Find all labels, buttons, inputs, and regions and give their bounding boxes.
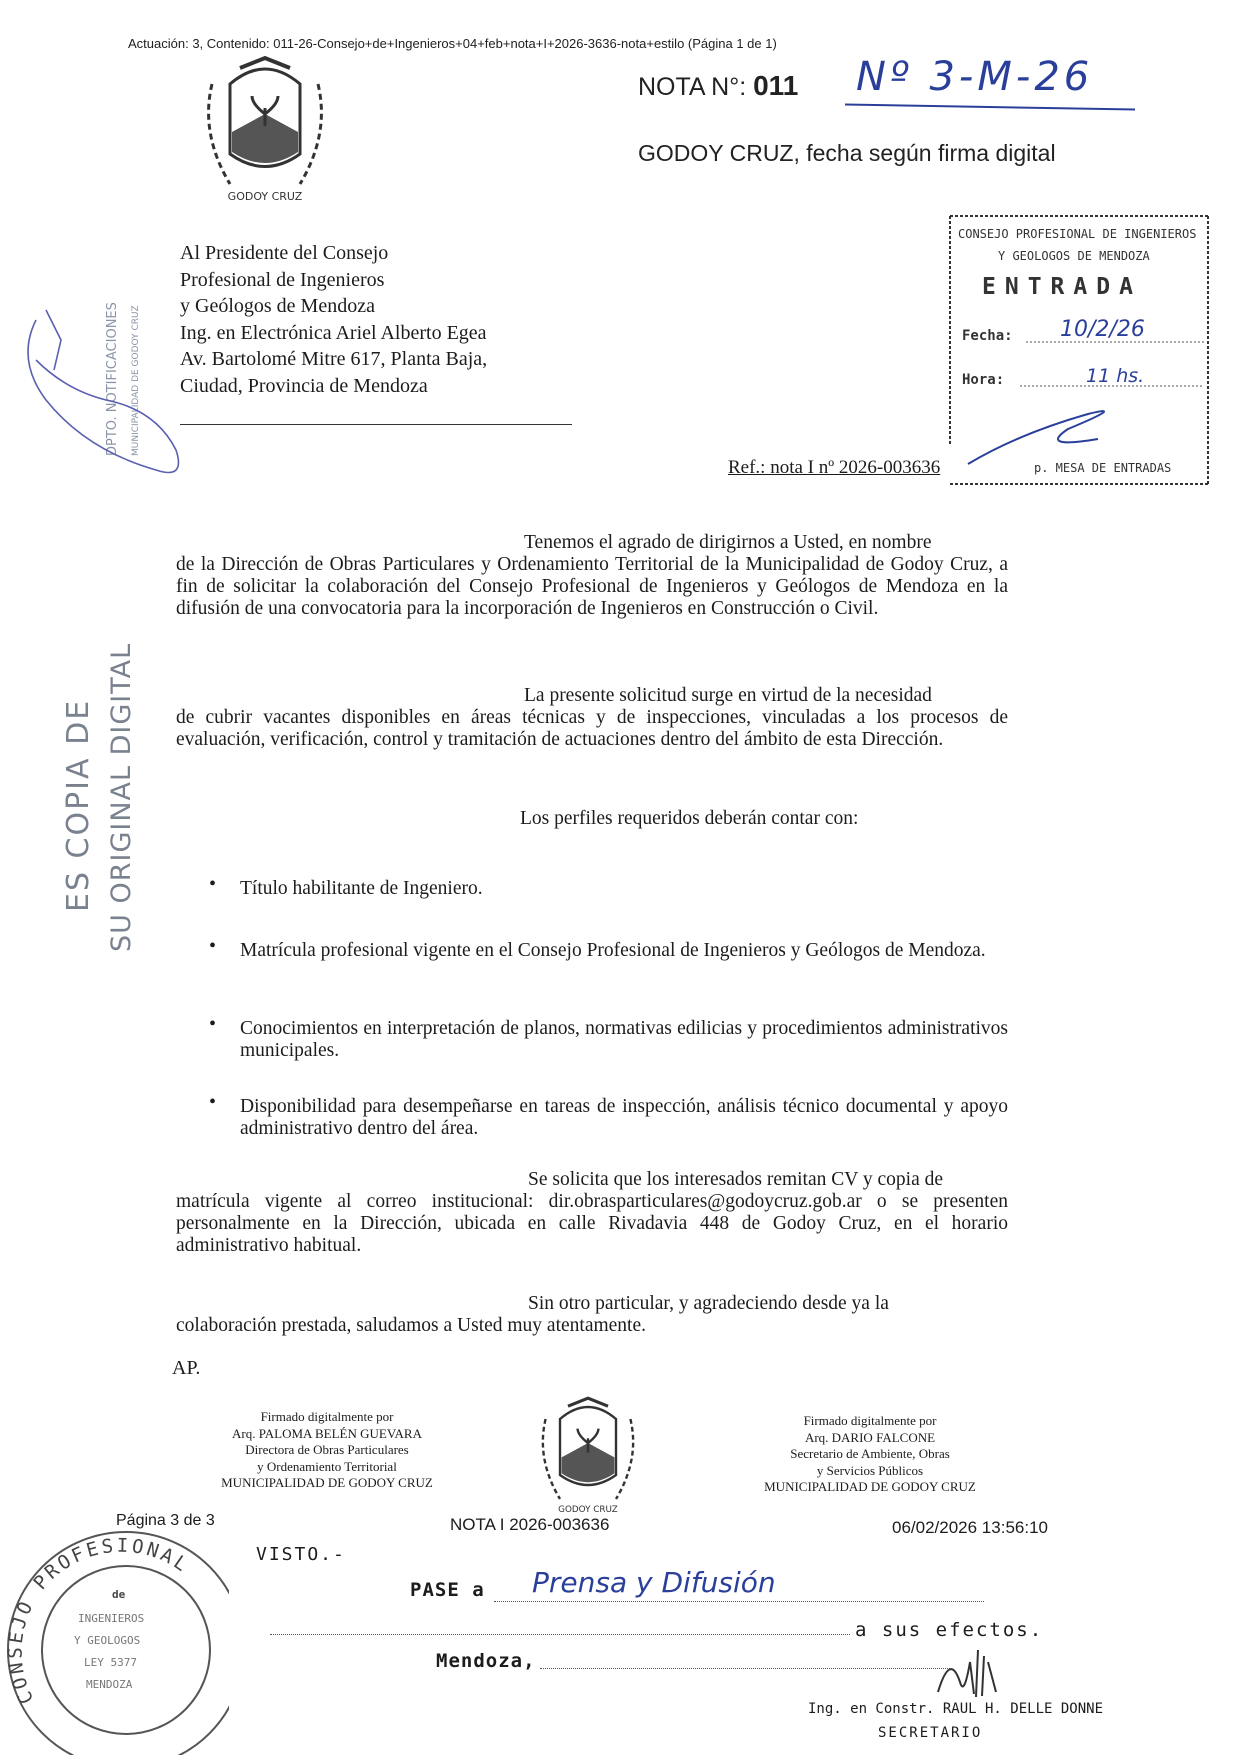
profile-bullet: Conocimientos en interpretación de planos, normativas edilicias y procedimientos administrativos municipales. [240,1018,1008,1061]
stamp-line1: CONSEJO PROFESIONAL DE INGENIEROS [958,227,1197,241]
paragraph-4-first-line: Sin otro particular, y agradeciendo desde ya la [528,1293,889,1314]
paragraph-4 [176,1293,1008,1337]
signature-left [192,1409,462,1492]
notif-stamp-line2: MUNICIPALIDAD DE GODOY CRUZ [131,305,141,456]
footer-datetime: 06/02/2026 13:56:10 [892,1518,1048,1537]
signature-line: MUNICIPALIDAD DE GODOY CRUZ [764,1479,976,1494]
godoy-cruz-logo [190,44,340,204]
reference-line: Ref.: nota I nº 2026-003636 [728,457,941,478]
signature-line: Directora de Obras Particulares [245,1442,409,1457]
addressee-line: Profesional de Ingenieros [180,268,385,291]
paragraph-3-first-line: Se solicita que los interesados remitan CV y copia de [528,1169,944,1190]
consejo-profesional-stamp [4,1500,229,1755]
signature-line: y Servicios Públicos [816,1462,924,1478]
notif-stamp-line1: DPTO. NOTIFICACIONES [105,302,120,456]
paragraph-2-first-line: La presente solicitud surge en virtud de la necesidad [524,685,932,706]
copy-stamp-line2: SU ORIGINAL DIGITAL [106,642,137,952]
address-divider [180,424,572,425]
bullet-dot-icon: • [209,1013,217,1035]
paragraph-1-first-line: Tenemos el agrado de dirigirnos a Usted, en nombre [524,532,932,553]
author-initials: AP. [172,1357,201,1379]
stamp-fecha-value: 10/2/26 [1060,317,1145,342]
stamp-footer: p. MESA DE ENTRADAS [1034,461,1172,475]
mendoza-dotted-line [540,1668,950,1669]
addressee-line: Av. Bartolomé Mitre 617, Planta Baja, [180,348,488,370]
addressee-line: Al Presidente del Consejo [180,242,389,264]
paragraph-1 [176,532,1008,620]
stamp-fecha-label: Fecha: [962,328,1013,344]
stamp-hora-value: 11 hs. [1086,365,1145,387]
profile-bullet: Disponibilidad para desempeñarse en tareas de inspección, análisis técnico documental y apoyo administrativo dentro del área. [240,1096,1008,1139]
secretary-name: Ing. en Constr. RAUL H. DELLE DONNE [808,1701,1104,1717]
secretary-title: SECRETARIO [878,1725,983,1741]
place-date: GODOY CRUZ, fecha según firma digital [638,140,1056,166]
paragraph-3-rest: matrícula vigente al correo institucional: dir.obrasparticulares@godoycruz.gob.ar o se presenten personalmente en la Dirección, ubicada en calle Rivadavia 448 de Godoy Cruz, en el horario administrativo habitual. [176,1191,1008,1256]
signature-line: Arq. PALOMA BELÉN GUEVARA [232,1425,422,1441]
logo-caption: GODOY CRUZ [227,190,303,203]
handwritten-underline [845,103,1135,110]
stamp-title: ENTRADA [982,274,1142,300]
consejo-center-line: LEY 5377 [84,1656,137,1669]
signature-line: Arq. DARIO FALCONE [804,1429,936,1445]
addressee-line: Ciudad, Provincia de Mendoza [180,374,428,397]
addressee-line: y Geólogos de Mendoza [180,295,375,317]
addressee-block [180,240,487,399]
paragraph-1-rest: de la Dirección de Obras Particulares y Ordenamiento Territorial de la Municipalidad de Godoy Cruz, a fin de solicitar la colaboración del Consejo Profesional de Ingenieros y Geólogos de Mendoza en la difusión de una convocatoria para la incorporación de Ingenieros en Construcción o Civil. [176,554,1008,619]
paragraph-2 [176,685,1008,751]
stamp-hora-label: Hora: [962,372,1005,388]
visto-label: VISTO.- [256,1544,346,1565]
signature-line: MUNICIPALIDAD DE GODOY CRUZ [221,1475,433,1490]
signature-right [735,1413,1005,1496]
footer-page-number: Página 3 de 3 [116,1512,215,1529]
paragraph-4-rest: colaboración prestada, saludamos a Usted muy atentamente. [176,1315,646,1336]
paragraph-2-rest: de cubrir vacantes disponibles en áreas técnicas y de inspecciones, vinculadas a los procesos de evaluación, verificación, control y tramitación de actuaciones dentro del ámbito de esta Dirección. [176,707,1008,750]
secretary-signature [930,1642,1010,1702]
signature-line: y Ordenamiento Territorial [257,1458,397,1474]
entrada-stamp [948,214,1210,486]
pase-handwritten-destination: Prensa y Difusión [532,1566,776,1599]
profile-bullet: Título habilitante de Ingeniero. [240,878,483,899]
nota-number [638,70,798,102]
signature-line: Secretario de Ambiente, Obras [790,1446,950,1461]
consejo-center-line: Y GEOLOGOS [74,1634,141,1647]
stamp-signature [968,411,1104,464]
copy-stamp-line1: ES COPIA DE [61,698,96,912]
addressee-line: Ing. en Electrónica Ariel Alberto Egea [180,321,487,344]
logo-caption: GODOY CRUZ [558,1504,618,1515]
actuacion-header: Actuación: 3, Contenido: 011-26-Consejo+de+Ingenieros+04+feb+nota+I+2026-3636-nota+estilo (Página 1 de 1) [128,36,777,51]
mendoza-label: Mendoza, [436,1650,536,1672]
pase-dotted-line [494,1601,984,1602]
bullet-dot-icon: • [209,1091,217,1113]
consejo-center-line: MENDOZA [86,1678,133,1691]
nota-label: NOTA N°: [638,73,747,101]
consejo-center-line: de [112,1588,126,1601]
footer-nota: NOTA I 2026-003636 [450,1515,610,1534]
notification-signature [6,280,206,520]
efectos-dotted-line [270,1634,850,1635]
consejo-stamp-ring-text: CONSEJO PROFESIONAL [4,1534,194,1708]
signature-line: Firmado digitalmente por [803,1413,937,1428]
godoy-cruz-logo-footer [528,1386,648,1516]
a-sus-efectos-label: a sus efectos. [855,1619,1044,1641]
consejo-center-line: INGENIEROS [78,1612,145,1625]
bullet-dot-icon: • [209,935,217,957]
stamp-line2: Y GEOLOGOS DE MENDOZA [998,249,1150,263]
nota-number-value: 011 [753,70,799,101]
profile-bullet: Matrícula profesional vigente en el Consejo Profesional de Ingenieros y Geólogos de Mendoza. [240,940,986,961]
pase-label: PASE a [410,1579,485,1601]
profiles-intro: Los perfiles requeridos deberán contar con: [520,808,859,829]
signature-line: Firmado digitalmente por [260,1409,394,1424]
bullet-dot-icon: • [209,873,217,895]
copy-certification-stamp [30,600,140,980]
paragraph-3 [176,1169,1008,1257]
handwritten-registry-number: Nº 3-M-26 [856,54,1094,100]
